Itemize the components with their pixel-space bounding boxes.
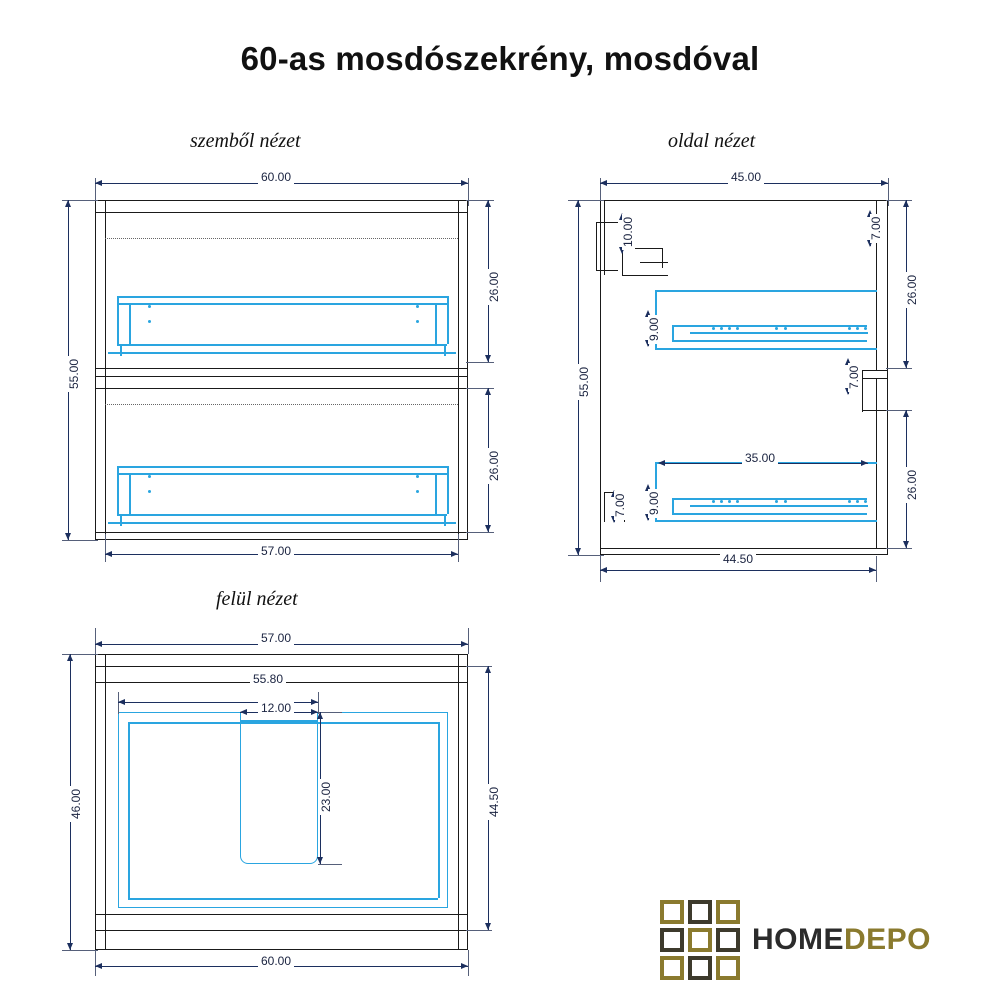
dim-side-lower-left: 7.00 — [614, 491, 627, 520]
dim-arrow — [461, 641, 468, 647]
drawer-side-edge — [655, 348, 877, 350]
dim-arrow — [485, 355, 491, 362]
dim-arrow — [461, 963, 468, 969]
dim-arrow — [881, 180, 888, 186]
drawer-edge — [117, 466, 447, 468]
logo-cell — [660, 900, 684, 924]
bracket — [622, 275, 668, 276]
side-view-caption: oldal nézet — [668, 130, 756, 152]
hidden-line — [105, 238, 458, 239]
ext-line — [468, 628, 469, 654]
panel-line — [95, 930, 468, 931]
dim-arrow — [903, 361, 909, 368]
drawer-runner — [672, 498, 674, 513]
drawer-side-edge — [655, 290, 877, 292]
dim-side-upper-box: 26.00 — [906, 272, 919, 308]
divider-line — [95, 388, 468, 389]
drawer-edge — [117, 303, 447, 305]
drawer-bracket — [444, 344, 446, 356]
panel-line — [105, 654, 106, 950]
dim-arrow — [118, 699, 125, 705]
ext-line — [466, 532, 494, 533]
dim-arrow — [485, 923, 491, 930]
fixing-dot — [848, 500, 851, 503]
dim-top-width-inner: 57.00 — [258, 632, 294, 645]
ext-line — [105, 534, 106, 562]
ext-line — [62, 950, 98, 951]
ext-line — [466, 362, 494, 363]
logo-cell — [716, 900, 740, 924]
dim-arrow — [485, 525, 491, 532]
wall-rail — [596, 270, 618, 271]
ext-line — [886, 548, 912, 549]
panel-line — [458, 654, 459, 950]
fixing-dot — [148, 305, 151, 308]
dim-side-upper-offset: 10.00 — [622, 214, 635, 250]
panel-line — [458, 200, 459, 540]
drawer-runner — [672, 325, 674, 340]
dim-arrow — [461, 180, 468, 186]
drawer-runner — [672, 325, 867, 327]
hidden-line — [105, 404, 458, 405]
logo-cell — [688, 956, 712, 980]
dim-arrow — [451, 551, 458, 557]
logo-cell — [660, 956, 684, 980]
panel-line — [105, 200, 106, 540]
dim-arrow — [903, 410, 909, 417]
divider-line — [95, 376, 468, 377]
drawer-edge — [108, 352, 456, 354]
dim-side-depth-bottom: 44.50 — [720, 553, 756, 566]
dim-arrow — [65, 533, 71, 540]
basin-inner-edge — [128, 898, 438, 900]
ext-line — [468, 950, 469, 976]
dim-side-lower-box: 26.00 — [906, 467, 919, 503]
basin-inner-edge — [128, 722, 130, 898]
ext-line — [468, 178, 469, 206]
ext-line — [886, 368, 912, 369]
drawer-edge — [117, 514, 447, 516]
dim-arrow — [903, 541, 909, 548]
ext-line — [62, 540, 98, 541]
dim-top-depth-left: 46.00 — [70, 786, 83, 822]
fixing-dot — [148, 320, 151, 323]
panel-line — [95, 914, 468, 915]
panel-line — [862, 410, 888, 411]
dim-arrow — [95, 641, 102, 647]
divider-line — [95, 368, 468, 369]
drawer-edge — [435, 473, 437, 514]
fixing-dot — [864, 500, 867, 503]
top-view-caption: felül nézet — [216, 588, 298, 610]
ext-line — [318, 864, 342, 865]
logo-word-home: HOME — [752, 923, 844, 956]
fixing-dot — [775, 327, 778, 330]
ext-line — [888, 178, 889, 206]
fixing-dot — [416, 475, 419, 478]
dim-line — [600, 570, 876, 571]
fixing-dot — [736, 500, 739, 503]
drawer-side-edge — [655, 520, 877, 522]
fixing-dot — [720, 500, 723, 503]
ext-line — [318, 692, 319, 714]
fixing-dot — [712, 500, 715, 503]
dim-arrow — [67, 654, 73, 661]
fixing-dot — [784, 500, 787, 503]
dim-side-upper-right: 7.00 — [870, 214, 883, 243]
dim-side-height-total: 55.00 — [578, 364, 591, 400]
dim-arrow — [658, 460, 665, 466]
drawer-runner — [690, 332, 868, 334]
drawer-edge — [117, 344, 447, 346]
dim-arrow — [65, 200, 71, 207]
drawer-edge — [129, 473, 131, 514]
dim-top-depth-right: 44.50 — [488, 784, 501, 820]
panel-line — [862, 370, 863, 412]
dim-side-slide-length: 35.00 — [742, 452, 778, 465]
bracket — [662, 248, 663, 268]
dim-top-tap-width: 12.00 — [258, 702, 294, 715]
panel-line — [604, 492, 605, 522]
dim-front-width-top: 60.00 — [258, 171, 294, 184]
logo-cell — [716, 956, 740, 980]
drawer-edge — [117, 296, 447, 298]
dim-front-height-total: 55.00 — [68, 356, 81, 392]
ext-line — [466, 930, 492, 931]
dim-arrow — [869, 567, 876, 573]
panel-line — [95, 212, 468, 213]
fixing-dot — [148, 475, 151, 478]
dim-front-width-bottom: 57.00 — [258, 545, 294, 558]
drawer-runner — [690, 505, 868, 507]
dim-arrow — [240, 709, 247, 715]
panel-line — [862, 378, 888, 379]
fixing-dot — [728, 327, 731, 330]
dim-arrow — [903, 200, 909, 207]
fixing-dot — [728, 500, 731, 503]
drawer-bracket — [444, 514, 446, 526]
fixing-dot — [720, 327, 723, 330]
dim-top-tap-depth: 23.00 — [320, 779, 333, 815]
front-view-caption: szemből nézet — [190, 130, 301, 152]
fixing-dot — [416, 320, 419, 323]
fixing-dot — [864, 327, 867, 330]
drawer-edge — [117, 473, 447, 475]
basin-inner-edge — [438, 722, 440, 898]
dim-arrow — [317, 712, 323, 719]
panel-line — [600, 548, 888, 549]
page-title: 60-as mosdószekrény, mosdóval — [240, 40, 760, 77]
grid-squares-logo-icon — [660, 900, 740, 980]
dim-side-slide-upper: 9.00 — [648, 315, 661, 344]
ext-line — [568, 200, 604, 201]
fixing-dot — [848, 327, 851, 330]
fixing-dot — [775, 500, 778, 503]
drawer-runner — [672, 340, 867, 342]
drawer-runner — [672, 498, 867, 500]
dim-arrow — [485, 666, 491, 673]
drawer-edge — [435, 303, 437, 344]
wall-rail — [596, 222, 618, 223]
dim-arrow — [317, 857, 323, 864]
fixing-dot — [736, 327, 739, 330]
fixing-dot — [416, 490, 419, 493]
logo-cell — [688, 900, 712, 924]
dim-top-width-bottom: 60.00 — [258, 955, 294, 968]
drawer-edge — [117, 296, 119, 344]
drawer-edge — [108, 522, 456, 524]
ext-line — [568, 555, 604, 556]
dim-arrow — [861, 460, 868, 466]
fixing-dot — [784, 327, 787, 330]
wall-rail — [604, 200, 605, 275]
fixing-dot — [416, 305, 419, 308]
dim-side-depth-top: 45.00 — [728, 171, 764, 184]
dim-arrow — [67, 943, 73, 950]
drawer-edge — [447, 466, 449, 514]
dim-arrow — [485, 388, 491, 395]
fixing-dot — [856, 500, 859, 503]
drawer-edge — [117, 466, 119, 514]
panel-line — [95, 532, 468, 533]
panel-line — [95, 666, 468, 667]
drawer-edge — [447, 296, 449, 344]
dim-arrow — [485, 200, 491, 207]
dim-arrow — [575, 548, 581, 555]
dim-arrow — [600, 180, 607, 186]
dim-arrow — [311, 699, 318, 705]
logo-cell — [660, 928, 684, 952]
dim-arrow — [575, 200, 581, 207]
dim-arrow — [95, 180, 102, 186]
brand-logo — [660, 900, 931, 980]
drawer-bracket — [120, 514, 122, 526]
ext-line — [876, 556, 877, 582]
logo-word-depo: DEPO — [844, 923, 932, 956]
logo-cell — [716, 928, 740, 952]
fixing-dot — [712, 327, 715, 330]
dim-arrow — [105, 551, 112, 557]
cabinet-outline — [95, 200, 468, 540]
tap-plate-edge — [240, 720, 318, 722]
dim-arrow — [95, 963, 102, 969]
dim-side-mid-right: 7.00 — [848, 363, 861, 392]
logo-cell — [688, 928, 712, 952]
panel-line — [862, 370, 888, 371]
logo-wordmark — [752, 923, 931, 957]
drawer-runner — [672, 513, 867, 515]
dim-side-slide-lower: 9.00 — [648, 489, 661, 518]
tap-plate — [240, 712, 318, 864]
drawer-bracket — [120, 344, 122, 356]
wall-rail — [596, 222, 597, 270]
dim-front-drawer-upper: 26.00 — [488, 269, 501, 305]
ext-line — [458, 534, 459, 562]
dim-arrow — [600, 567, 607, 573]
fixing-dot — [856, 327, 859, 330]
cabinet-side-outline — [600, 200, 888, 555]
fixing-dot — [148, 490, 151, 493]
dim-top-basin-width: 55.80 — [250, 673, 286, 686]
dim-front-drawer-lower: 26.00 — [488, 448, 501, 484]
drawer-edge — [129, 303, 131, 344]
bracket — [640, 262, 668, 263]
